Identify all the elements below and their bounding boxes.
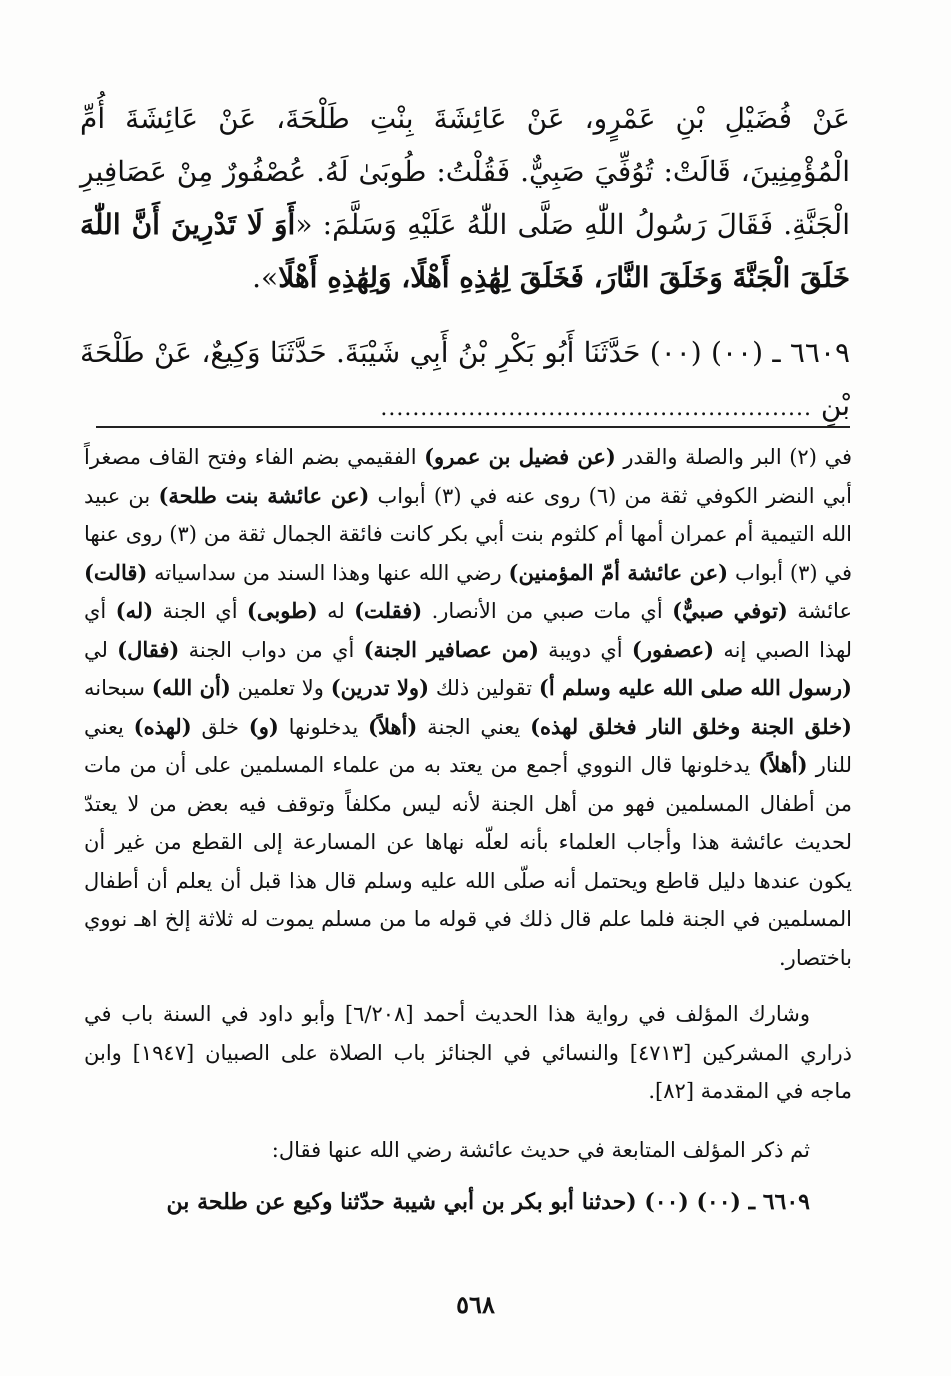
footnote-text: خلق bbox=[191, 714, 249, 739]
footnote-text: أي دويبة bbox=[538, 637, 632, 662]
footnote-text: عائشة bbox=[787, 599, 852, 623]
footnote-text: الفقيمي بضم الفاء وفتح القاف مصغراً أبي النضر الكوفي ثقة من (٦) روى عنه في (٣) أبواب bbox=[84, 445, 852, 508]
footnote-text: يعني للنار bbox=[84, 714, 852, 777]
footnote-text: رضي الله عنها وهذا السند من سداسياته bbox=[147, 560, 509, 585]
footnote-divider bbox=[96, 426, 850, 428]
footnote-quoted-term: (عن فضيل بن عمرو) bbox=[424, 444, 616, 469]
footnote-quoted-term: (عصفور) bbox=[631, 636, 715, 662]
footnote-text: تقولين ذلك bbox=[429, 676, 539, 700]
ellipsis-dots: ...................................................... bbox=[380, 396, 812, 421]
footnote-text: لي bbox=[84, 637, 118, 662]
footnote-text: أي الجنة bbox=[153, 599, 247, 623]
footnote-quoted-term: (فقال) bbox=[117, 636, 180, 662]
footnote-text: سبحانه bbox=[84, 676, 152, 700]
footnote-quoted-term: (أهلاً) bbox=[368, 713, 418, 739]
footnote-commentary bbox=[84, 438, 852, 977]
footnote-quoted-term: (و) bbox=[248, 713, 279, 739]
footnote-hadith-chain: ٦٦٠٩ ـ (٠٠) (٠٠) (حدثنا أبو بكر بن أبي شيبة حدّثنا وكيع عن طلحة بن bbox=[166, 1189, 810, 1215]
footnote-section bbox=[84, 438, 852, 1222]
footnote-quoted-term: (قالت) bbox=[84, 559, 148, 585]
footnote-quoted-term: (له) bbox=[115, 598, 154, 623]
footnote-text: أي من دواب الجنة bbox=[179, 637, 364, 662]
footnote-text: يدخلونها bbox=[278, 714, 369, 739]
footnote-text: في (٢) البر والصلة والقدر bbox=[615, 445, 853, 469]
footnote-text: أي لهذا الصبي إنه bbox=[84, 599, 853, 662]
footnote-quoted-term: (ولا تدرين) bbox=[330, 675, 430, 700]
footnote-lead: ثم ذكر المؤلف المتابعة في حديث عائشة رضي الله عنها فقال: bbox=[271, 1137, 810, 1162]
footnote-quoted-term: (عن عائشة بنت طلحة) bbox=[158, 482, 370, 508]
footnote-text: يدخلونها قال النووي أجمع من يعتد به من علماء المسلمين على أن من مات من أطفال المسلمين فهو من أهل الجنة لأنه ليس مكلفاً وتوقف فيه بعض من لا يعتدّ لحديث عائشة هذا وأجاب العلماء بأنه لعلّه نهاها عن المسارعة إلى القطع من غير أن يكون عندها دليل قاطع ويحتمل أنه صلّى الله عليه وسلم قال هذا قبل أن يعلم أن أطفال المسلمين في الجنة فلما علم قال ذلك في قوله ما من مسلم يموت له ثلاثة إلخ اهـ نووي باختصار. bbox=[84, 753, 852, 970]
hadith-matn-plain: عَنْ فُضَيْلِ بْنِ عَمْرٍو، عَنْ عَائِشَةَ بِنْتِ طَلْحَةَ، عَنْ عَائِشَةَ أُمِّ الْمُؤْمِنِينَ، قَالَتْ: تُوُفِّيَ صَبِيٌّ. فَقُلْتُ: طُوبَىٰ لَهُ. عُصْفُورٌ مِنْ عَصَافِيرِ الْجَنَّةِ. فَقَالَ رَسُولُ اللّٰهِ صَلَّى اللّٰهُ عَلَيْهِ وَسَلَّمَ: « bbox=[80, 102, 850, 241]
footnote-text: بن عبيد الله التيمية أم عمران أمها أم كلثوم بنت أبي بكر كانت فائقة الجمال ثقة من (٣) روى عنها في (٣) أبواب bbox=[84, 483, 852, 585]
footnote-sharing: وشارك المؤلف في رواية هذا الحديث أحمد [٦/٢٠٨] وأبو داود في السنة باب في ذراري المشركين [٤٧١٣] والنسائي في الجنائز باب الصلاة على الصبيان [١٩٤٧] وابن ماجه في المقدمة [٨٢]. bbox=[84, 1002, 852, 1103]
footnote-text: ولا تعلمين bbox=[230, 676, 331, 700]
footnote-quoted-term: (فقلت) bbox=[354, 598, 423, 623]
footnote-quoted-term: (من عصافير الجنة) bbox=[363, 636, 539, 662]
footnote-quoted-term: (رسول الله صلى الله عليه وسلم أ) bbox=[538, 675, 852, 700]
footnote-quoted-term: (لهذه) bbox=[133, 713, 192, 739]
footnote-quoted-term: (توفي صبيٌّ) bbox=[672, 598, 788, 623]
hadith-matn-end: ». bbox=[252, 261, 279, 294]
hadith-matn bbox=[80, 92, 850, 304]
footnote-text: له bbox=[317, 599, 355, 623]
footnote-quoted-term: (أن الله) bbox=[151, 675, 231, 700]
footnote-quoted-term: (عن عائشة أمّ المؤمنين) bbox=[508, 559, 729, 585]
footnote-quoted-term: (أهلاً) bbox=[758, 752, 808, 777]
footnote-text: أي مات صبي من الأنصار. bbox=[422, 599, 673, 623]
main-text bbox=[80, 92, 850, 435]
footnote-quoted-term: (خلق الجنة وخلق النار فخلق لهذه) bbox=[530, 713, 852, 739]
footnote-text: يعني الجنة bbox=[417, 714, 531, 739]
hadith-chain bbox=[80, 326, 850, 435]
footnote-quoted-term: (طوبى) bbox=[246, 598, 318, 623]
hadith-matn-bold: أَوَ لَا تَدْرِينَ أَنَّ اللّٰهَ خَلَقَ الْجَنَّةَ وَخَلَقَ النَّارَ، فَخَلَقَ لِهَٰذِهِ أَهْلًا، وَلِهَٰذِهِ أَهْلًا bbox=[80, 208, 850, 294]
page-number: ٥٦٨ bbox=[456, 1290, 495, 1319]
hadith-chain-text: ٦٦٠٩ ـ (٠٠) (٠٠) حَدَّثَنَا أَبُو بَكْرِ بْنُ أَبِي شَيْبَةَ. حَدَّثَنَا وَكِيعٌ، عَنْ طَلْحَةَ بْنِ bbox=[80, 336, 851, 422]
